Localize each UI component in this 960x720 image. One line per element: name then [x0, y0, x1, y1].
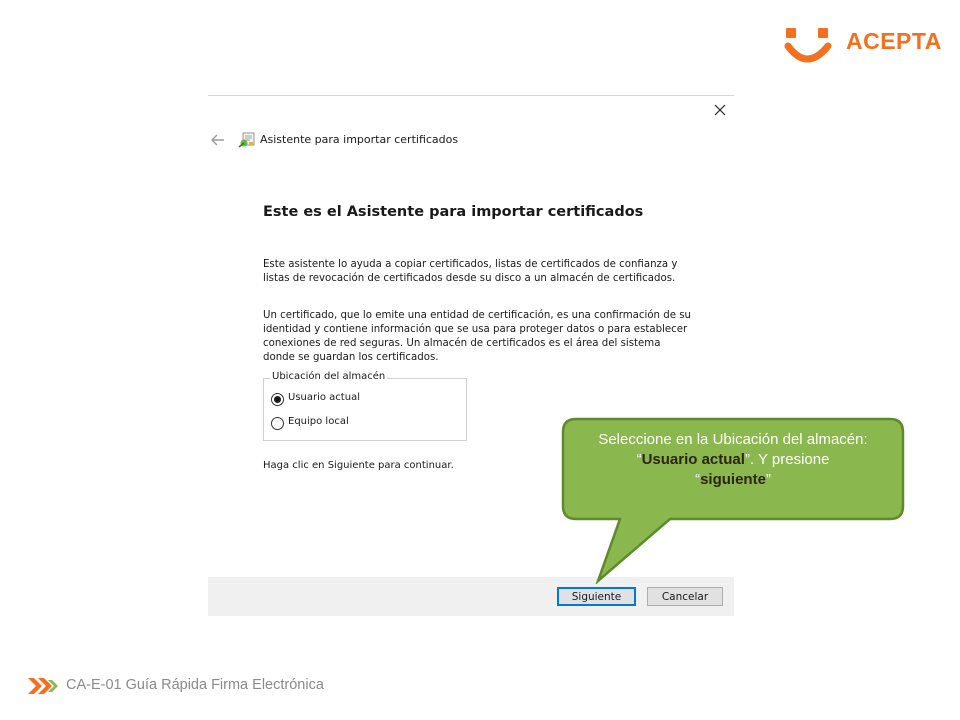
callout-text [566, 430, 900, 490]
callout-line1: Seleccione en la Ubicación del almacén: [598, 431, 868, 448]
document-label: CA-E-01 Guía Rápida Firma Electrónica [66, 677, 324, 693]
wizard-heading: Este es el Asistente para importar certificados [263, 204, 644, 220]
logo-text: ACEPTA [846, 28, 942, 54]
back-button[interactable] [210, 132, 226, 146]
cancel-button[interactable]: Cancelar [647, 587, 723, 606]
back-arrow-icon [210, 133, 226, 147]
acepta-logo [784, 22, 944, 68]
callout-strong-current-user: Usuario actual [641, 451, 745, 468]
intro-paragraph: Este asistente lo ayuda a copiar certificados, listas de certificados de confianza y listas de revocación de certificados desde su disco a un almacén de certificados. [263, 259, 678, 284]
certificate-wizard-icon [238, 131, 256, 149]
callout-line2 [566, 450, 900, 470]
store-location-group [263, 371, 467, 441]
wizard-titlebar [208, 130, 734, 152]
callout-quote-open1: “ [636, 451, 642, 468]
callout-quote-close1: ”. Y presione [744, 451, 830, 468]
chevrons-icon [26, 676, 60, 696]
dialog-title: Asistente para importar certificados [260, 133, 459, 146]
certificate-description-paragraph: Un certificado, que lo emite una entidad de certificación, es una confirmación de su identidad y contiene información que se usa para proteger datos o para establecer conexiones de red seguras. Un almacén de certificados es el área del sistema donde se guardan los certificados. [263, 310, 691, 363]
close-button[interactable] [712, 102, 728, 118]
callout-quote-open2: “ [695, 471, 701, 488]
continue-instruction: Haga clic en Siguiente para continuar. [263, 460, 454, 471]
callout-line3 [566, 470, 900, 490]
close-icon [712, 102, 728, 118]
next-button[interactable]: Siguiente [557, 587, 636, 606]
callout-quote-close2: ” [765, 471, 771, 488]
radio-label-current-user: Usuario actual [288, 392, 360, 403]
callout-strong-next: siguiente [700, 471, 766, 488]
store-location-legend: Ubicación del almacén [272, 371, 386, 382]
radio-button-selected[interactable] [271, 393, 284, 406]
radio-button-unselected[interactable] [271, 417, 284, 430]
smile-logo-icon [784, 22, 840, 68]
radio-label-local-machine: Equipo local [288, 416, 349, 427]
